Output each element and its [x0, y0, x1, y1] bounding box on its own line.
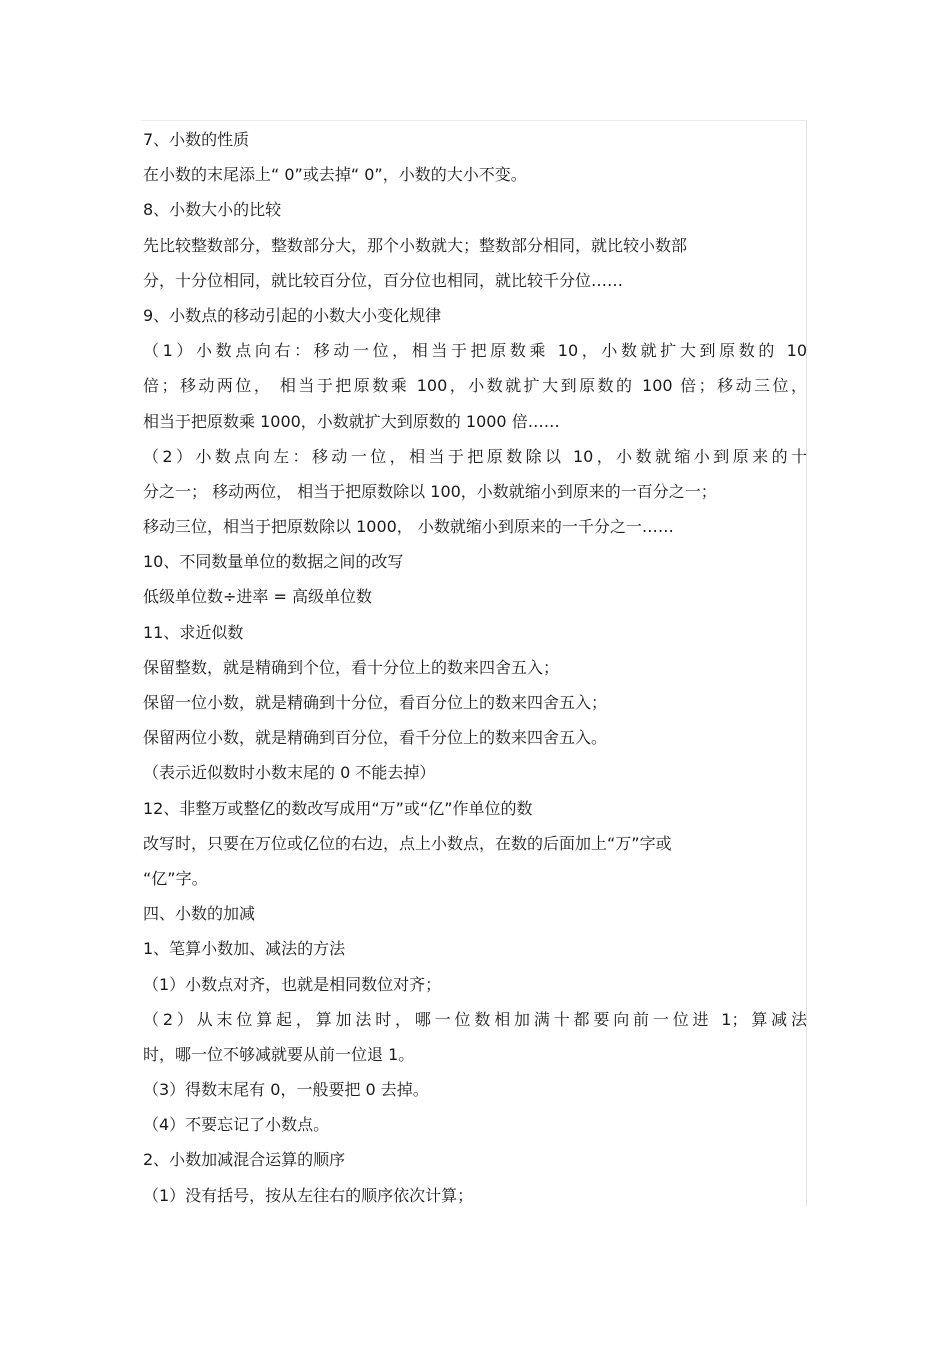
text-line: 分之一； 移动两位， 相当于把原数除以 100，小数就缩小到原来的一百分之一； — [143, 481, 717, 501]
text-line: 12、非整万或整亿的数改写成用“万”或“亿”作单位的数 — [143, 798, 533, 818]
text-line: （2）从末位算起，算加法时，哪一位数相加满十都要向前一位进 1；算减法 — [143, 1009, 807, 1029]
text-line: 四、小数的加减 — [143, 904, 256, 924]
text-line: （3）得数末尾有 0，一般要把 0 去掉。 — [143, 1080, 429, 1100]
text-line: “亿”字。 — [143, 868, 208, 888]
text-line: 8、小数大小的比较 — [143, 200, 282, 220]
text-line: 1、笔算小数加、减法的方法 — [143, 939, 346, 959]
text-line: 9、小数点的移动引起的小数大小变化规律 — [143, 305, 442, 325]
text-line: 时，哪一位不够减就要从前一位退 1。 — [143, 1044, 415, 1064]
text-line: （表示近似数时小数末尾的 0 不能去掉） — [143, 763, 436, 783]
text-line: 改写时，只要在万位或亿位的右边，点上小数点，在数的后面加上“万”字或 — [143, 833, 672, 853]
text-line: 分，十分位相同，就比较百分位，百分位也相同，就比较千分位…… — [143, 270, 624, 290]
text-line: 倍；移动两位， 相当于把原数乘 100，小数就扩大到原数的 100 倍；移动三位， — [143, 376, 807, 396]
text-line: （1）没有括号，按从左往右的顺序依次计算； — [143, 1185, 474, 1205]
text-line: （1）小数点对齐，也就是相同数位对齐； — [143, 974, 442, 994]
text-line: （4）不要忘记了小数点。 — [143, 1115, 330, 1135]
text-line: 11、求近似数 — [143, 622, 244, 642]
text-line: 低级单位数÷进率 = 高级单位数 — [143, 587, 372, 607]
text-line: 保留一位小数，就是精确到十分位，看百分位上的数来四舍五入； — [143, 693, 608, 712]
text-line: 7、小数的性质 — [143, 130, 250, 149]
text-line: 在小数的末尾添上“ 0”或去掉“ 0”，小数的大小不变。 — [143, 165, 527, 185]
text-line: 先比较整数部分，整数部分大，那个小数就大；整数部分相同，就比较小数部 — [143, 235, 688, 255]
text-line: 保留整数，就是精确到个位，看十分位上的数来四舍五入； — [143, 657, 560, 677]
document-body — [143, 122, 807, 1213]
text-line: 相当于把原数乘 1000，小数就扩大到原数的 1000 倍…… — [143, 411, 560, 431]
text-line: 保留两位小数，就是精确到百分位，看千分位上的数来四舍五入。 — [143, 728, 608, 748]
text-line: （2）小数点向左：移动一位，相当于把原数除以 10，小数就缩小到原来的十 — [143, 446, 807, 466]
text-line: 10、不同数量单位的数据之间的改写 — [143, 552, 404, 572]
text-line: （1）小数点向右：移动一位，相当于把原数乘 10，小数就扩大到原数的 10 — [143, 341, 807, 361]
text-line: 移动三位，相当于把原数除以 1000， 小数就缩小到原来的一千分之一…… — [143, 517, 674, 537]
text-line: 2、小数加减混合运算的顺序 — [143, 1150, 346, 1170]
